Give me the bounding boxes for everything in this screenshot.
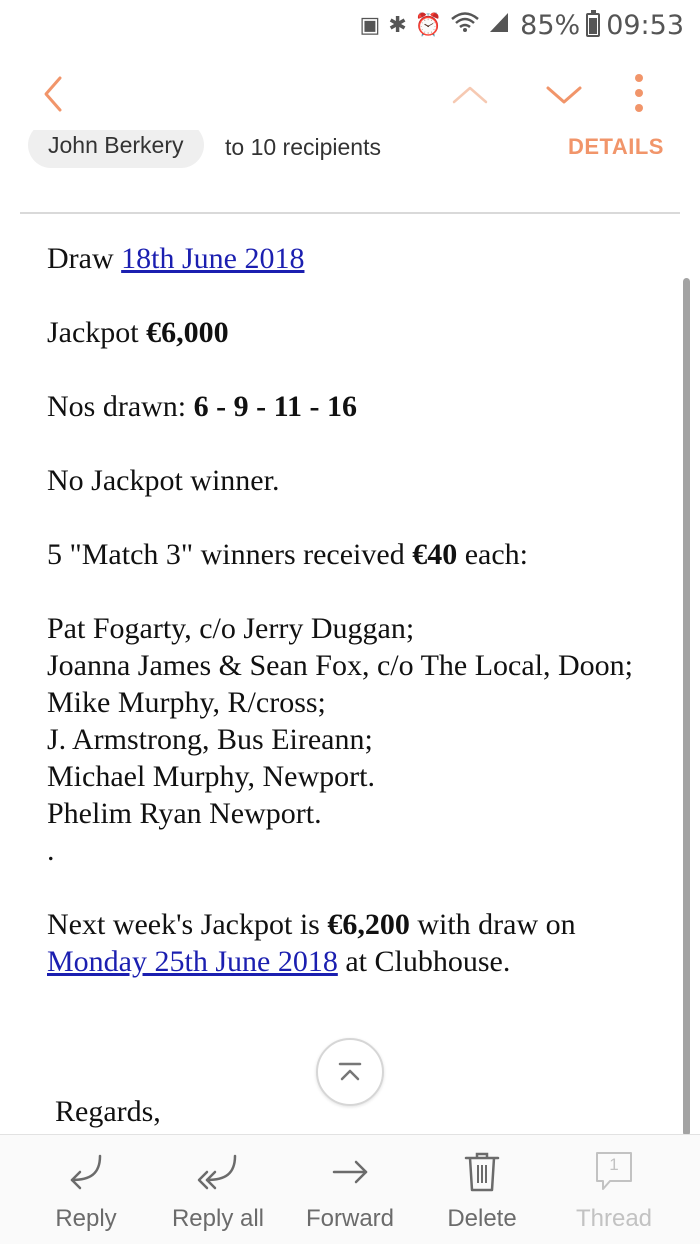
winner-line: Joanna James & Sean Fox, c/o The Local, Doon; [47,649,633,682]
trash-icon [422,1149,542,1195]
reply-all-icon [158,1149,278,1195]
next-week-line [47,906,667,980]
draw-date-link[interactable]: 18th June 2018 [121,242,305,275]
forward-button[interactable] [290,1149,410,1233]
numbers-value: 6 - 9 - 11 - 16 [193,390,357,423]
reply-all-label: Reply all [171,1205,265,1232]
scroll-to-top-button[interactable] [316,1038,384,1106]
back-arrow-icon[interactable] [36,72,76,116]
sender-name: John Berkery [48,131,184,158]
bottom-toolbar [0,1134,700,1244]
bluetooth-icon: ✱ [388,12,407,38]
regards-text: Regards, [55,1095,161,1128]
thread-count: 1 [609,1155,619,1174]
thread-label: Thread [575,1205,653,1232]
numbers-label: Nos drawn: [47,390,194,423]
status-bar [0,0,700,50]
details-button[interactable]: DETAILS [568,134,664,159]
reply-button[interactable] [26,1149,146,1233]
more-options-icon[interactable] [624,68,654,118]
match-suffix: each: [457,538,528,571]
email-header [0,130,700,212]
match-amount: €40 [412,538,458,571]
next-middle: with draw on [409,908,576,941]
next-date-link[interactable]: Monday 25th June 2018 [47,945,338,978]
draw-label: Draw [47,242,122,275]
recipients-count: to 10 recipients [225,134,381,160]
next-suffix: at Clubhouse. [337,945,511,978]
winner-line: Michael Murphy, Newport. [47,760,375,793]
winner-line: . [47,834,55,867]
next-email-icon[interactable] [544,72,584,116]
scrollbar[interactable] [683,278,690,1136]
scroll-top-icon [335,1057,365,1087]
jackpot-value: €6,000 [146,316,229,349]
wifi-icon [450,11,480,39]
delete-label: Delete [447,1205,517,1232]
reply-icon [26,1149,146,1195]
status-icons [360,11,511,39]
signal-icon: ▣ [359,12,381,38]
reply-label: Reply [55,1205,117,1232]
numbers-line [47,388,667,425]
match-line [47,536,667,573]
next-amount: €6,200 [327,908,410,941]
battery-percent: 85% [520,9,581,41]
sender-chip[interactable] [28,130,204,168]
cell-signal-icon [488,11,510,39]
clock: 09:53 [606,9,684,41]
winner-line: Pat Fogarty, c/o Jerry Duggan; [47,612,415,645]
email-body [47,240,667,1017]
jackpot-label: Jackpot [47,316,147,349]
draw-line [47,240,667,277]
thread-icon [554,1149,674,1195]
winner-line: Phelim Ryan Newport. [47,797,322,830]
app-bar [0,58,700,130]
header-divider [20,212,680,214]
alarm-icon: ⏰ [414,12,443,38]
winner-line: Mike Murphy, R/cross; [47,686,326,719]
thread-button[interactable] [554,1149,674,1233]
previous-email-icon[interactable] [450,72,490,116]
forward-icon [290,1149,410,1195]
winner-line: J. Armstrong, Bus Eireann; [47,723,373,756]
forward-label: Forward [305,1205,395,1232]
battery-status [520,10,600,41]
match-prefix: 5 "Match 3" winners received [47,538,413,571]
reply-all-button[interactable] [158,1149,278,1233]
delete-button[interactable] [422,1149,542,1233]
next-prefix: Next week's Jackpot is [47,908,328,941]
battery-icon [586,13,600,37]
jackpot-line [47,314,667,351]
no-winner-line: No Jackpot winner. [47,464,280,497]
